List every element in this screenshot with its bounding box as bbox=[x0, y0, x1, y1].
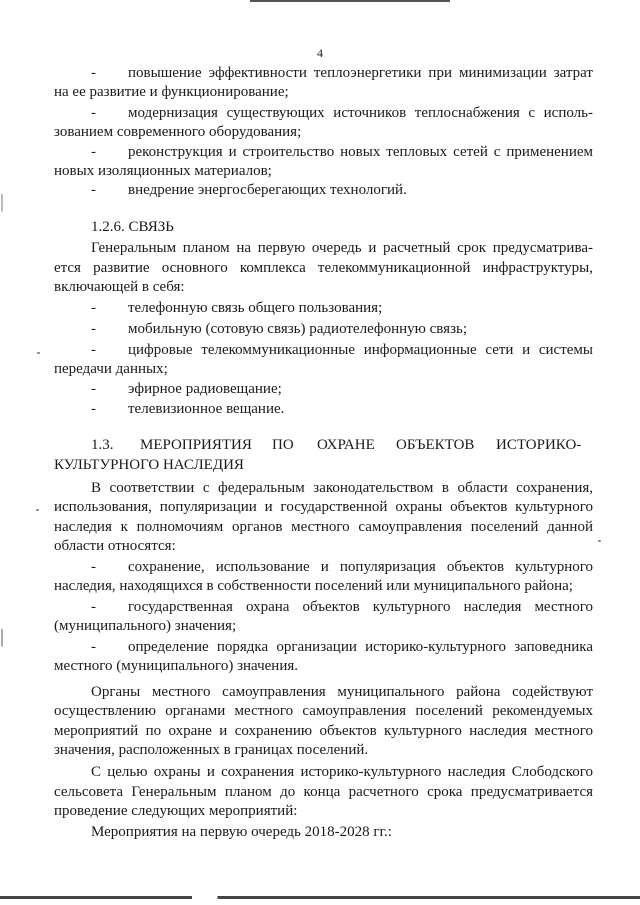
paragraph-line: использования, популяризации и государственной охраны объектов культурного bbox=[54, 499, 593, 515]
bullet-text: телевизионное вещание. bbox=[128, 401, 285, 417]
bullet-dash: - bbox=[91, 182, 96, 198]
bullet-text: модернизация существующих источников теплоснабжения с исполь- bbox=[128, 105, 593, 121]
bullet-dash: - bbox=[91, 300, 96, 316]
bullet-continuation: передачи данных; bbox=[54, 361, 168, 377]
scan-edge-left bbox=[1, 20, 3, 890]
paragraph-line: включающей в себя: bbox=[54, 279, 185, 295]
paragraph-line: С целью охраны и сохранения историко-культурного наследия Слободского bbox=[91, 764, 593, 780]
bullet-text: внедрение энергосберегающих технологий. bbox=[128, 182, 407, 198]
bullet-continuation: наследия, находящихся в собственности поселений или муниципального района; bbox=[54, 578, 573, 594]
bullet-continuation: новых изоляционных материалов; bbox=[54, 163, 272, 179]
bullet-dash: - bbox=[91, 144, 96, 160]
bullet-continuation: на ее развитие и функционирование; bbox=[54, 84, 289, 100]
bullet-text: цифровые телекоммуникационные информационные сети и системы bbox=[128, 342, 593, 358]
paragraph-line: ется развитие основного комплекса телекоммуникационной инфраструктуры, bbox=[54, 260, 593, 276]
paragraph-line: Органы местного самоуправления муниципального района содействуют bbox=[91, 684, 593, 700]
scan-edge-top bbox=[250, 0, 450, 2]
scan-speck bbox=[36, 509, 39, 511]
bullet-text: мобильную (сотовую связь) радиотелефонную связь; bbox=[128, 321, 468, 337]
bullet-text: сохранение, использование и популяризация объектов культурного bbox=[128, 559, 593, 575]
bullet-continuation: местного (муниципального) значения. bbox=[54, 658, 298, 674]
section-heading: 1.2.6. СВЯЗЬ bbox=[91, 219, 174, 235]
bullet-text: телефонную связь общего пользования; bbox=[128, 300, 383, 316]
bullet-dash: - bbox=[91, 639, 96, 655]
bullet-text: повышение эффективности теплоэнергетики при минимизации затрат bbox=[128, 65, 593, 81]
heading-word: МЕРОПРИЯТИЯ bbox=[140, 437, 252, 453]
section-heading-line2: КУЛЬТУРНОГО НАСЛЕДИЯ bbox=[54, 457, 244, 473]
bullet-dash: - bbox=[91, 321, 96, 337]
paragraph-line: наследия к полномочиям органов местного самоуправления поселений данной bbox=[54, 519, 593, 535]
bullet-text: эфирное радиовещание; bbox=[128, 381, 282, 397]
paragraph-line: осуществлению органами местного самоуправления поселений рекомендуемых bbox=[54, 703, 593, 719]
paragraph-line: области относятся: bbox=[54, 538, 176, 554]
scan-speck bbox=[37, 352, 40, 354]
bullet-text: реконструкция и строительство новых тепловых сетей с применением bbox=[128, 144, 593, 160]
heading-word: ОБЪЕКТОВ bbox=[396, 437, 475, 453]
paragraph-line: значения, расположенных в границах поселений. bbox=[54, 742, 369, 758]
bullet-text: определение порядка организации историко-культурного заповедника bbox=[128, 639, 593, 655]
section-number: 1.3. bbox=[91, 437, 114, 453]
heading-word: ПО bbox=[272, 437, 294, 453]
bullet-text: государственная охрана объектов культурного наследия местного bbox=[128, 599, 593, 615]
heading-word: ОХРАНЕ bbox=[317, 437, 375, 453]
scan-edge-bottom bbox=[0, 896, 640, 899]
paragraph-line: Генеральным планом на первую очередь и расчетный срок предусматрива- bbox=[91, 240, 593, 256]
paragraph-line: мероприятий по охране и сохранению объектов культурного наследия местного bbox=[54, 723, 593, 739]
bullet-continuation: (муниципального) значения; bbox=[54, 618, 237, 634]
bullet-dash: - bbox=[91, 559, 96, 575]
bullet-dash: - bbox=[91, 599, 96, 615]
bullet-dash: - bbox=[91, 65, 96, 81]
bullet-dash: - bbox=[91, 381, 96, 397]
paragraph-line: сельсовета Генеральным планом до конца расчетного срока предусматривается bbox=[54, 784, 593, 800]
paragraph-line: В соответствии с федеральным законодательством в области сохранения, bbox=[91, 480, 593, 496]
paragraph-line: Мероприятия на первую очередь 2018-2028 гг.: bbox=[91, 824, 392, 840]
bullet-dash: - bbox=[91, 401, 96, 417]
heading-word: ИСТОРИКО- bbox=[496, 437, 582, 453]
scan-speck bbox=[598, 540, 601, 542]
page-number: 4 bbox=[317, 46, 323, 60]
bullet-dash: - bbox=[91, 342, 96, 358]
bullet-dash: - bbox=[91, 105, 96, 121]
bullet-continuation: зованием современного оборудования; bbox=[54, 124, 302, 140]
paragraph-line: проведение следующих мероприятий: bbox=[54, 803, 298, 819]
